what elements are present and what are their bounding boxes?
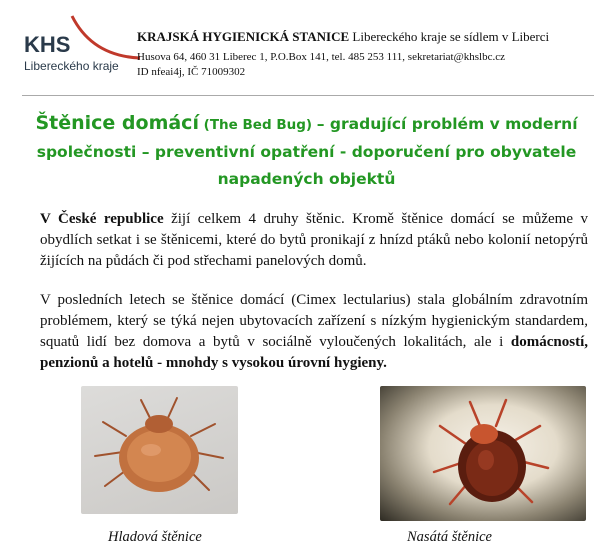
org-address: Husova 64, 460 31 Liberec 1, P.O.Box 141, tel. 485 253 111, sekretariat@khslbc.cz: [137, 51, 505, 63]
document-title: [34, 110, 579, 193]
title-english: (The Bed Bug): [198, 117, 317, 133]
bedbug-engorged-icon: [380, 386, 586, 521]
title-main: Štěnice domácí: [35, 112, 199, 134]
paragraph-species: [40, 209, 588, 272]
bedbug-flat-icon: [81, 386, 238, 514]
org-name-rest: Libereckého kraje se sídlem v Liberci: [349, 29, 550, 44]
caption-fed: Nasátá štěnice: [407, 529, 492, 545]
paragraph-problem-text: V posledních letech se štěnice domácí (Cimex lectularius) stala globálním zdravotním problémem, který se týká nejen ubytovacích zařízení s nízkým hygienickým standardem, squatů lidí bez domova a bytů v sociálně vyloučených lokalitách, ale i: [40, 292, 588, 350]
hungry-bedbug-photo: [81, 386, 238, 514]
paragraph-species-bold: V České republice: [40, 211, 164, 227]
org-name: KRAJSKÁ HYGIENICKÁ STANICE: [137, 29, 350, 44]
org-ids: ID nfeai4j, IČ 71009302: [137, 66, 246, 78]
paragraph-problem: [40, 290, 588, 374]
logo-arc-icon: [62, 14, 142, 64]
logo-main-text: KHS: [24, 32, 71, 57]
header-divider: [22, 95, 594, 96]
caption-hungry: Hladová štěnice: [108, 529, 202, 545]
fed-bedbug-photo: [380, 386, 586, 521]
org-header: [137, 29, 549, 45]
title-rest: – gradující problém v moderní společnosti – preventivní opatření - doporučení pro obyvatele napadených objektů: [36, 115, 578, 188]
paragraph-species-text: žijí celkem 4 druhy štěnic. Kromě štěnice domácí se můžeme v obydlích setkat i se štěnicemi, které do bytů pronikají z hnízd ptáků nebo kolonií netopýrů žijících na půdách či pod střechami panelových domů.: [40, 211, 588, 269]
paragraph-problem-bold: domácností, penzionů a hotelů - mnohdy s vysokou úrovní hygieny.: [40, 334, 588, 371]
logo-sub-text: Libereckého kraje: [24, 59, 119, 73]
